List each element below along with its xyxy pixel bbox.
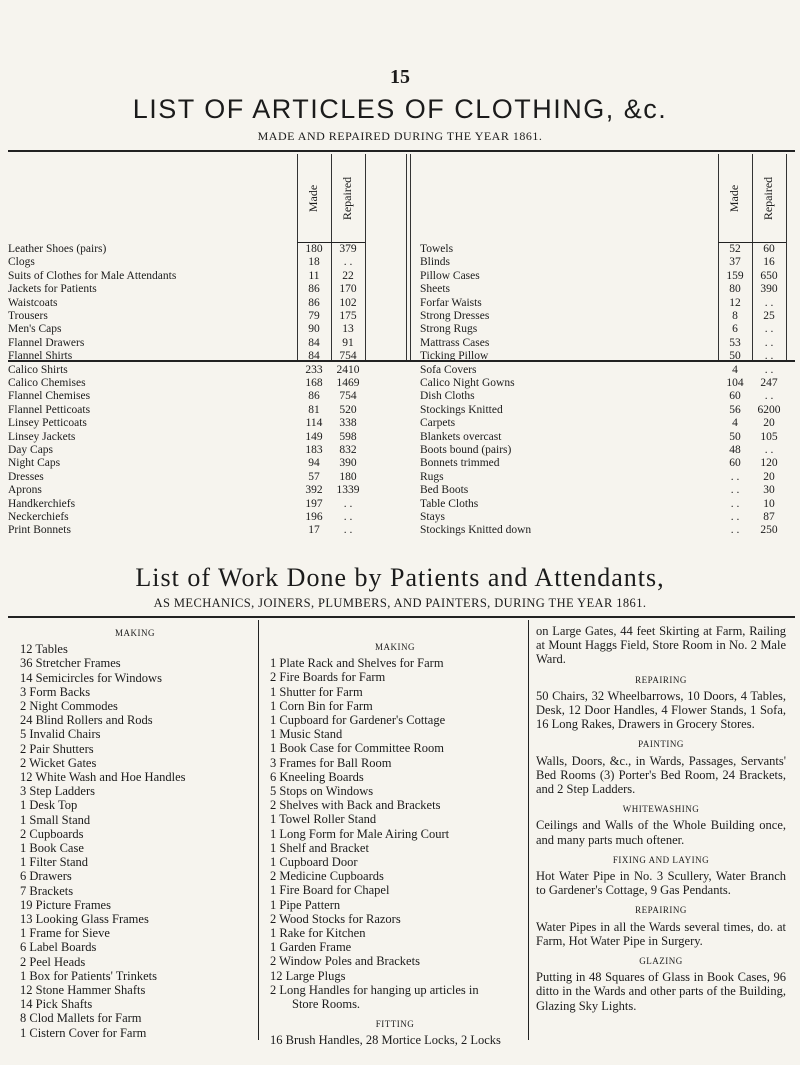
list-item: 6 Label Boards bbox=[20, 940, 97, 955]
making-heading: MAKING bbox=[115, 628, 155, 638]
section-text: Putting in 48 Squares of Glass in Book Cases, 96 ditto in the Wards and other parts of the Building, Glazing Sky Lights. bbox=[536, 970, 786, 1013]
work-col-1 bbox=[20, 626, 250, 1040]
article-name: Stays bbox=[420, 511, 445, 523]
repaired-count: 170 bbox=[339, 283, 357, 296]
made-count: 50 bbox=[729, 430, 741, 443]
work-top-rule bbox=[8, 616, 795, 618]
list-item: 1 Plate Rack and Shelves for Farm bbox=[270, 656, 444, 671]
article-name: Blinds bbox=[420, 256, 451, 269]
table-row bbox=[8, 322, 795, 336]
made-count: 79 bbox=[308, 310, 320, 322]
made-count: . . bbox=[730, 511, 740, 523]
list-item: 1 Shutter for Farm bbox=[270, 684, 363, 699]
repaired-count: 598 bbox=[339, 430, 357, 443]
made-count: 48 bbox=[729, 444, 741, 456]
table-row bbox=[8, 483, 795, 497]
article-name: Men's Caps bbox=[8, 323, 62, 336]
col-made-right: Made bbox=[727, 184, 742, 212]
list-item: 1 Long Form for Male Airing Court bbox=[270, 826, 450, 841]
fitting-heading: FITTING bbox=[375, 1019, 415, 1030]
repaired-count: 91 bbox=[342, 336, 354, 349]
article-name: Mattrass Cases bbox=[420, 336, 490, 349]
table-row bbox=[8, 389, 795, 403]
repaired-count: 120 bbox=[760, 457, 778, 470]
clothing-table bbox=[8, 154, 795, 537]
made-count: 56 bbox=[729, 403, 741, 416]
article-name: Sheets bbox=[420, 283, 451, 296]
article-name: Bed Boots bbox=[420, 484, 469, 497]
repaired-count: . . bbox=[343, 524, 353, 537]
made-count: 86 bbox=[308, 296, 320, 309]
list-item: 1 Cupboard Door bbox=[270, 855, 358, 870]
article-name: Dish Cloths bbox=[420, 390, 475, 403]
made-count: 149 bbox=[305, 430, 323, 443]
made-count: . . bbox=[730, 484, 740, 497]
repaired-count: . . bbox=[764, 363, 774, 376]
repaired-count: . . bbox=[764, 350, 774, 363]
made-count: 197 bbox=[305, 497, 323, 510]
section-heading: PAINTING bbox=[638, 739, 684, 750]
made-count: 104 bbox=[726, 377, 744, 389]
section-text: Hot Water Pipe in No. 3 Scullery, Water Branch to Gardener's Cottage, 9 Gas Pendants. bbox=[536, 869, 786, 898]
section-heading: FIXING AND LAYING bbox=[612, 854, 710, 865]
repaired-count: 22 bbox=[342, 269, 354, 282]
repaired-count: 650 bbox=[760, 269, 778, 282]
article-name: Calico Night Gowns bbox=[420, 377, 515, 389]
article-name: Strong Rugs bbox=[420, 323, 478, 336]
made-count: 12 bbox=[729, 296, 741, 309]
list-item: 13 Looking Glass Frames bbox=[20, 912, 149, 927]
list-item: 1 Cistern Cover for Farm bbox=[20, 1025, 147, 1040]
list-item: 1 Frame for Sieve bbox=[20, 926, 110, 941]
list-item: 6 Kneeling Boards bbox=[270, 769, 364, 784]
repaired-count: 16 bbox=[763, 256, 775, 269]
list-item: 2 Window Poles and Brackets bbox=[270, 954, 420, 969]
made-count: 86 bbox=[308, 390, 320, 403]
table-row bbox=[8, 349, 795, 363]
article-name: Trousers bbox=[8, 310, 48, 322]
subtitle: MADE AND REPAIRED DURING THE YEAR 1861. bbox=[257, 129, 543, 143]
repaired-count: 6200 bbox=[757, 403, 781, 416]
work-col-2 bbox=[270, 640, 520, 1048]
article-name: Neckerchiefs bbox=[8, 511, 69, 523]
repaired-count: 105 bbox=[760, 430, 778, 443]
repaired-count: . . bbox=[764, 444, 774, 456]
repaired-count: 2410 bbox=[336, 363, 360, 376]
list-item: 2 Cupboards bbox=[20, 826, 84, 841]
repaired-count: . . bbox=[343, 256, 353, 269]
made-count: 159 bbox=[726, 269, 744, 282]
list-item: 3 Form Backs bbox=[20, 684, 91, 699]
col-repaired-left: Repaired bbox=[340, 176, 355, 220]
made-count: 94 bbox=[308, 457, 320, 470]
list-item: 5 Stops on Windows bbox=[270, 784, 374, 799]
repaired-count: 20 bbox=[763, 470, 775, 483]
repaired-count: . . bbox=[764, 323, 774, 336]
article-name: Stockings Knitted bbox=[420, 403, 503, 416]
made-count: 86 bbox=[308, 283, 320, 296]
work-col-3 bbox=[536, 624, 786, 1013]
article-name: Print Bonnets bbox=[8, 524, 71, 537]
list-item: 1 Fire Board for Chapel bbox=[270, 883, 390, 898]
made-count: 52 bbox=[729, 243, 741, 255]
main-title: LIST OF ARTICLES OF CLOTHING, &c. bbox=[132, 94, 668, 124]
section-heading: REPAIRING bbox=[635, 674, 687, 685]
page-number: 15 bbox=[390, 66, 410, 88]
list-item: 1 Corn Bin for Farm bbox=[270, 698, 373, 713]
made-count: . . bbox=[730, 470, 740, 483]
article-name: Clogs bbox=[8, 256, 35, 269]
article-name: Table Cloths bbox=[420, 497, 479, 510]
list-item: 1 Desk Top bbox=[20, 798, 78, 813]
work-col-divider bbox=[258, 620, 259, 1040]
repaired-count: 390 bbox=[339, 457, 357, 470]
repaired-count: 102 bbox=[339, 296, 357, 309]
col-made-left: Made bbox=[306, 184, 321, 212]
list-item: 1 Garden Frame bbox=[270, 940, 352, 955]
repaired-count: 832 bbox=[339, 444, 357, 456]
repaired-count: 1339 bbox=[336, 484, 360, 497]
fitting-text: 16 Brush Handles, 28 Mortice Locks, 2 Locks bbox=[270, 1033, 501, 1048]
article-name: Aprons bbox=[8, 484, 42, 497]
article-name: Blankets overcast bbox=[420, 430, 502, 443]
repaired-count: 1469 bbox=[336, 377, 360, 389]
list-item: 12 White Wash and Hoe Handles bbox=[20, 770, 186, 785]
section-heading: WHITEWASHING bbox=[622, 804, 700, 815]
made-count: 183 bbox=[305, 444, 323, 456]
made-count: 84 bbox=[308, 336, 320, 349]
list-item: 2 Peel Heads bbox=[20, 954, 86, 969]
table-row bbox=[8, 282, 795, 296]
section-text: Ceilings and Walls of the Whole Building once, and many parts much oftener. bbox=[536, 818, 786, 847]
list-item: 2 Wood Stocks for Razors bbox=[270, 911, 401, 926]
table-row bbox=[8, 242, 795, 256]
repaired-count: 87 bbox=[763, 511, 775, 523]
table-top-rule bbox=[8, 150, 795, 152]
article-name: Carpets bbox=[420, 417, 456, 430]
table-row bbox=[8, 510, 795, 524]
table-row bbox=[8, 456, 795, 470]
article-name: Linsey Petticoats bbox=[8, 417, 87, 430]
repaired-count: 247 bbox=[760, 377, 778, 389]
repaired-count: 180 bbox=[339, 470, 357, 483]
repaired-count: 13 bbox=[342, 323, 354, 336]
article-name: Leather Shoes (pairs) bbox=[8, 243, 107, 255]
list-item: 1 Book Case bbox=[20, 841, 84, 856]
article-name: Bonnets trimmed bbox=[420, 457, 500, 470]
repaired-count: . . bbox=[764, 336, 774, 349]
article-name: Jackets for Patients bbox=[8, 283, 97, 296]
list-item: 12 Large Plugs bbox=[270, 968, 346, 983]
repaired-count: . . bbox=[343, 511, 353, 523]
article-name: Sofa Covers bbox=[420, 363, 477, 376]
making-heading: MAKING bbox=[375, 642, 415, 652]
article-name: Flannel Petticoats bbox=[8, 403, 91, 416]
table-row bbox=[8, 497, 795, 511]
table-row bbox=[8, 523, 795, 537]
list-item: Store Rooms. bbox=[292, 997, 361, 1012]
table-row bbox=[8, 269, 795, 283]
table-row bbox=[8, 403, 795, 417]
article-name: Flannel Chemises bbox=[8, 390, 91, 403]
article-name: Flannel Shirts bbox=[8, 350, 73, 363]
made-count: 57 bbox=[308, 470, 320, 483]
work-title: List of Work Done by Patients and Attendants, bbox=[135, 563, 665, 592]
work-subtitle: AS MECHANICS, JOINERS, PLUMBERS, AND PAINTERS, DURING THE YEAR 1861. bbox=[153, 596, 647, 610]
list-item: 2 Pair Shutters bbox=[20, 741, 94, 756]
list-item: 1 Cupboard for Gardener's Cottage bbox=[270, 713, 446, 728]
list-item: 2 Long Handles for hanging up articles in bbox=[270, 982, 479, 997]
made-count: 17 bbox=[308, 524, 320, 537]
article-name: Forfar Waists bbox=[420, 296, 482, 309]
table-row bbox=[8, 309, 795, 323]
list-item: 3 Step Ladders bbox=[20, 784, 95, 799]
section-heading: REPAIRING bbox=[635, 905, 687, 916]
article-name: Towels bbox=[420, 243, 454, 255]
repaired-count: 60 bbox=[763, 243, 775, 255]
list-item: 1 Box for Patients' Trinkets bbox=[20, 968, 157, 983]
list-item: 2 Shelves with Back and Brackets bbox=[270, 798, 441, 813]
article-name: Linsey Jackets bbox=[8, 430, 76, 443]
repaired-count: 390 bbox=[760, 283, 778, 296]
list-item: 12 Stone Hammer Shafts bbox=[20, 983, 146, 998]
repaired-count: 379 bbox=[339, 243, 357, 255]
col-repaired-right: Repaired bbox=[761, 176, 776, 220]
table-row bbox=[8, 376, 795, 390]
made-count: 37 bbox=[729, 256, 741, 269]
list-item: 1 Music Stand bbox=[270, 727, 343, 742]
list-item: 6 Drawers bbox=[20, 869, 72, 884]
repaired-count: . . bbox=[764, 390, 774, 403]
list-item: 24 Blind Rollers and Rods bbox=[20, 713, 153, 728]
article-name: Night Caps bbox=[8, 457, 61, 470]
repaired-count: 20 bbox=[763, 417, 775, 430]
list-item: 1 Filter Stand bbox=[20, 855, 89, 870]
col3-intro: on Large Gates, 44 feet Skirting at Farm, Railing at Mount Haggs Field, Store Room in No. 2 Male Ward. bbox=[536, 624, 786, 667]
table-row bbox=[8, 416, 795, 430]
made-count: 84 bbox=[308, 350, 320, 363]
article-name: Calico Shirts bbox=[8, 363, 68, 376]
repaired-count: . . bbox=[343, 497, 353, 510]
made-count: 4 bbox=[732, 417, 738, 430]
article-name: Boots bound (pairs) bbox=[420, 444, 512, 456]
table-row bbox=[8, 443, 795, 457]
article-name: Calico Chemises bbox=[8, 377, 86, 389]
section-text: Water Pipes in all the Wards several times, do. at Farm, Hot Water Pipe in Surgery. bbox=[536, 919, 786, 948]
repaired-count: 175 bbox=[339, 310, 357, 322]
repaired-count: 754 bbox=[339, 390, 357, 403]
made-count: 53 bbox=[729, 336, 741, 349]
made-count: . . bbox=[730, 497, 740, 510]
list-item: 1 Small Stand bbox=[20, 812, 91, 827]
made-count: 60 bbox=[729, 457, 741, 470]
article-name: Stockings Knitted down bbox=[420, 524, 532, 537]
article-name: Strong Dresses bbox=[420, 310, 490, 322]
list-item: 1 Book Case for Committee Room bbox=[270, 741, 444, 756]
section-text: Walls, Doors, &c., in Wards, Passages, Servants' Bed Rooms (3) Porter's Bed Room, 24 Brackets, and 2 Step Ladders. bbox=[536, 753, 786, 797]
list-item: 5 Invalid Chairs bbox=[20, 727, 101, 742]
made-count: 233 bbox=[305, 363, 323, 376]
made-count: 4 bbox=[732, 363, 738, 376]
list-item: 2 Night Commodes bbox=[20, 699, 118, 714]
made-count: . . bbox=[730, 524, 740, 537]
article-name: Ticking Pillow bbox=[420, 350, 489, 363]
list-item: 2 Medicine Cupboards bbox=[270, 869, 384, 884]
made-count: 81 bbox=[308, 403, 320, 416]
table-row bbox=[8, 363, 795, 377]
article-name: Day Caps bbox=[8, 444, 54, 456]
made-count: 11 bbox=[308, 269, 320, 282]
list-item: 2 Fire Boards for Farm bbox=[270, 670, 386, 685]
section-text: 50 Chairs, 32 Wheelbarrows, 10 Doors, 4 Tables, Desk, 12 Door Handles, 4 Flower Stands, 1 Sofa, 16 Long Rakes, Drawers in Grocery Stores. bbox=[536, 688, 786, 732]
table-row bbox=[8, 255, 795, 269]
table-row bbox=[8, 336, 795, 350]
list-item: 36 Stretcher Frames bbox=[20, 656, 121, 671]
table-row bbox=[8, 470, 795, 484]
list-item: 3 Frames for Ball Room bbox=[270, 755, 392, 770]
article-name: Pillow Cases bbox=[420, 269, 480, 282]
list-item: 1 Towel Roller Stand bbox=[270, 812, 377, 827]
article-name: Dresses bbox=[8, 470, 44, 483]
repaired-count: . . bbox=[764, 296, 774, 309]
made-count: 8 bbox=[732, 310, 738, 322]
made-count: 80 bbox=[729, 283, 741, 296]
made-count: 168 bbox=[305, 377, 323, 389]
made-count: 392 bbox=[305, 484, 323, 497]
made-count: 196 bbox=[305, 511, 323, 523]
repaired-count: 10 bbox=[763, 497, 775, 510]
list-item: 7 Brackets bbox=[20, 883, 74, 898]
list-item: 1 Pipe Pattern bbox=[270, 897, 341, 912]
made-count: 6 bbox=[732, 323, 738, 336]
repaired-count: 250 bbox=[760, 524, 778, 537]
repaired-count: 520 bbox=[339, 403, 357, 416]
table-row bbox=[8, 296, 795, 310]
made-count: 90 bbox=[308, 323, 320, 336]
col1-items bbox=[20, 642, 250, 1040]
article-name: Flannel Drawers bbox=[8, 336, 85, 349]
work-col-divider bbox=[528, 620, 529, 1040]
repaired-count: 754 bbox=[339, 350, 357, 363]
article-name: Rugs bbox=[420, 470, 444, 483]
col2-items bbox=[270, 656, 520, 1011]
article-name: Handkerchiefs bbox=[8, 497, 76, 510]
made-count: 50 bbox=[729, 350, 741, 363]
made-count: 180 bbox=[305, 243, 323, 255]
made-count: 114 bbox=[305, 417, 323, 430]
list-item: 14 Pick Shafts bbox=[20, 997, 93, 1012]
list-item: 2 Wicket Gates bbox=[20, 755, 97, 770]
list-item: 8 Clod Mallets for Farm bbox=[20, 1011, 142, 1026]
article-name: Waistcoats bbox=[8, 296, 58, 309]
repaired-count: 25 bbox=[763, 310, 775, 322]
list-item: 1 Rake for Kitchen bbox=[270, 926, 366, 941]
section-heading: GLAZING bbox=[639, 956, 683, 967]
made-count: 60 bbox=[729, 390, 741, 403]
table-row bbox=[8, 430, 795, 444]
list-item: 14 Semicircles for Windows bbox=[20, 670, 162, 685]
article-name: Suits of Clothes for Male Attendants bbox=[8, 269, 177, 282]
col3-sections bbox=[536, 673, 786, 1013]
repaired-count: 30 bbox=[763, 484, 775, 497]
made-count: 18 bbox=[308, 256, 320, 269]
repaired-count: 338 bbox=[339, 417, 357, 430]
list-item: 1 Shelf and Bracket bbox=[270, 840, 369, 855]
list-item: 19 Picture Frames bbox=[20, 897, 111, 912]
list-item: 12 Tables bbox=[20, 642, 68, 657]
